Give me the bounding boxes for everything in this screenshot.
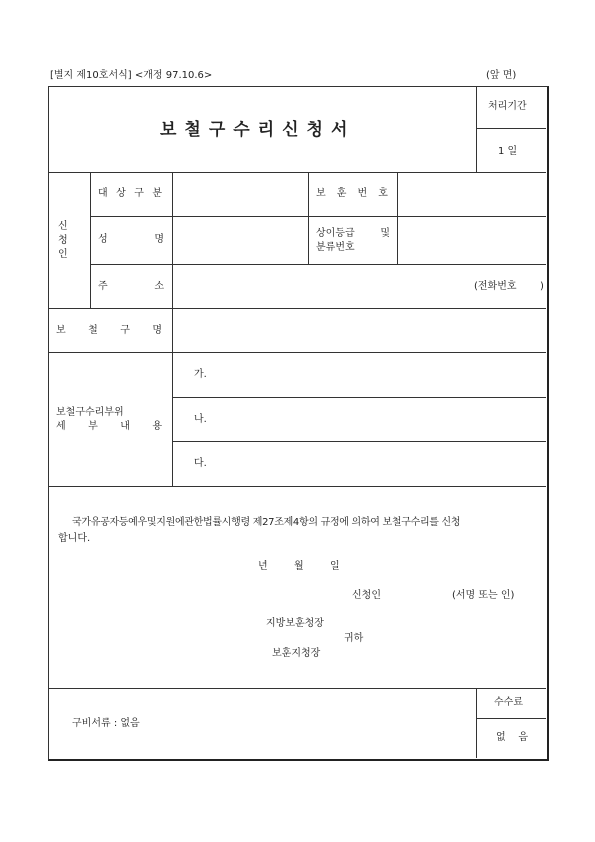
name-field[interactable] [174,218,306,262]
row-divider [90,216,546,217]
name-label: 성 명 [98,234,164,245]
row-divider [48,308,546,309]
repair-part-label: 보철구수리부위 [56,407,124,418]
repair-item-da: 다. [194,458,207,469]
col-divider [90,172,91,308]
row-divider [48,172,546,173]
row-divider [48,486,546,487]
row-divider [476,718,546,719]
addressee-regional: 지방보훈청장 [266,618,324,629]
fee-label: 수수료 [494,697,523,708]
applicant-label-1: 신 [58,221,68,232]
repair-item-da-field[interactable] [214,443,544,484]
document-title: 보철구수리신청서 [160,120,356,140]
fee-value: 없 음 [496,732,528,743]
repair-item-ga-field[interactable] [214,354,544,395]
prosthesis-name-field[interactable] [174,310,544,350]
bohun-number-label: 보 훈 번 호 [316,188,388,199]
address-label: 주 소 [98,281,164,292]
col-divider [476,688,477,758]
injury-grade-field[interactable] [399,218,544,262]
target-type-label: 대 상 구 분 [98,188,162,199]
repair-item-na-field[interactable] [214,399,544,439]
target-type-field[interactable] [174,174,306,214]
injury-grade-label: 상이등급 및 [316,228,390,239]
classification-number-label: 분류번호 [316,242,355,253]
signature-or-seal[interactable]: (서명 또는 인) [452,590,515,601]
addressee-branch: 보훈지청장 [272,648,321,659]
row-divider [48,688,546,689]
statement-line-1: 국가유공자등예우및지원에관한법률시행령 제27조제4항의 규정에 의하여 보철구수리를 신청 [72,517,461,528]
row-divider [90,264,546,265]
statement-line-2: 합니다. [58,533,91,544]
col-divider [172,172,173,486]
processing-period-value: 1 일 [498,146,518,157]
row-divider [476,128,546,129]
phone-number-close: ) [540,281,544,292]
col-divider [476,86,477,172]
date-month: 월 [294,561,304,572]
applicant-label-2: 청 [58,235,68,246]
row-divider [48,352,546,353]
row-divider [172,397,546,398]
form-number: [별지 제10호서식] <개정 97.10.6> [50,70,213,81]
required-documents: 구비서류 : 없음 [72,718,140,729]
repair-detail-label: 세 부 내 용 [56,421,162,432]
col-divider [397,172,398,264]
addressee-honorific: 귀하 [344,633,364,644]
date-day: 일 [330,561,340,572]
repair-item-ga: 가. [194,369,207,380]
date-month-field[interactable] [270,558,290,574]
applicant-label-3: 인 [58,249,68,260]
processing-period-label: 처리기간 [488,101,527,112]
prosthesis-name-label: 보 철 구 명 [56,325,162,336]
phone-number-label: (전화번호 [474,281,517,292]
col-divider [308,172,309,264]
row-divider [172,441,546,442]
address-field[interactable] [174,266,464,306]
date-year: 년 [258,561,268,572]
applicant-signature-label: 신청인 [352,590,381,601]
bohun-number-field[interactable] [399,174,544,214]
page-side-label: (앞 면) [486,70,517,81]
repair-item-na: 나. [194,414,207,425]
